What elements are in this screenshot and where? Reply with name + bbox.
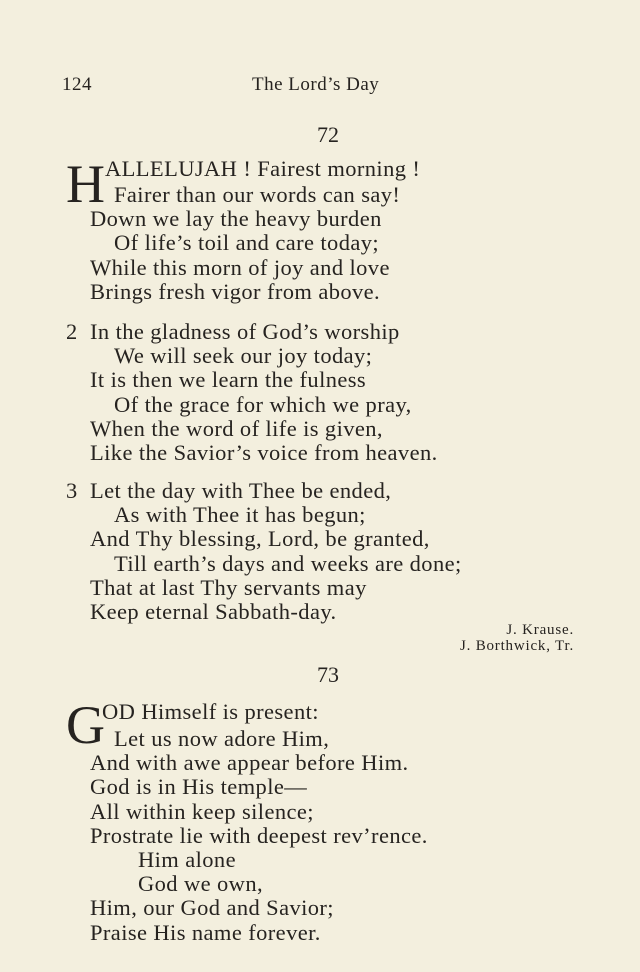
- verse-line: It is then we learn the fulness: [90, 367, 367, 393]
- verse-line: Down we lay the heavy burden: [90, 206, 382, 232]
- stanza-number: 3: [66, 478, 78, 503]
- verse-line: 3 Let the day with Thee be ended,: [66, 478, 392, 503]
- verse-line: Of the grace for which we pray,: [114, 391, 412, 417]
- page-number: 124: [62, 74, 92, 95]
- hymn-73-stanza: [66, 695, 586, 945]
- verse-line: Like the Savior’s voice from heaven.: [90, 439, 438, 465]
- hymn-72-stanza-1: [66, 155, 586, 304]
- verse-line: And Thy blessing, Lord, be granted,: [90, 526, 430, 552]
- verse-line: Let us now adore Him,: [114, 726, 330, 751]
- verse-line: Praise His name forever.: [90, 919, 321, 945]
- verse-line: Prostrate lie with deepest rev’rence.: [90, 822, 428, 848]
- verse-line: Fairer than our words can say!: [114, 182, 401, 207]
- verse-line: Him alone: [138, 846, 236, 872]
- verse-line: Brings fresh vigor from above.: [90, 278, 381, 304]
- hymn-72-stanza-3: [66, 479, 606, 624]
- verse-line: We will seek our joy today;: [114, 343, 373, 369]
- verse-line: While this morn of joy and love: [90, 254, 390, 280]
- verse-line: That at last Thy servants may: [90, 574, 367, 600]
- translator-credit: J. Borthwick, Tr.: [459, 638, 574, 654]
- stanza-number: 2: [66, 319, 78, 344]
- verse-line: When the word of life is given,: [90, 415, 383, 441]
- verse-line: Him, our God and Savior;: [90, 895, 334, 921]
- verse-line: God is in His temple—: [90, 774, 308, 800]
- drop-cap-h: H: [66, 154, 106, 214]
- verse-line: 2 In the gladness of God’s worship: [66, 319, 400, 344]
- verse-line: As with Thee it has begun;: [114, 502, 366, 528]
- hymn-number-73: 73: [317, 662, 339, 687]
- hymn-number-72: 72: [317, 122, 339, 147]
- author-credit: J. Krause.: [506, 622, 574, 638]
- verse-line: Till earth’s days and weeks are done;: [114, 550, 462, 576]
- verse-line: Of life’s toil and care today;: [114, 230, 380, 256]
- hymn-73-first-line: G OD Himself is present:: [66, 695, 319, 755]
- verse-line: Keep eternal Sabbath-day.: [90, 598, 337, 624]
- hymn-72-first-line: H ALLELUJAH ! Fairest morning !: [66, 154, 421, 214]
- verse-line: And with awe appear before Him.: [90, 750, 409, 776]
- drop-cap-g: G: [66, 695, 106, 755]
- verse-line: All within keep silence;: [90, 798, 314, 824]
- running-title: The Lord’s Day: [252, 74, 380, 95]
- hymn-72-stanza-2: [66, 320, 586, 465]
- verse-line: God we own,: [138, 871, 264, 897]
